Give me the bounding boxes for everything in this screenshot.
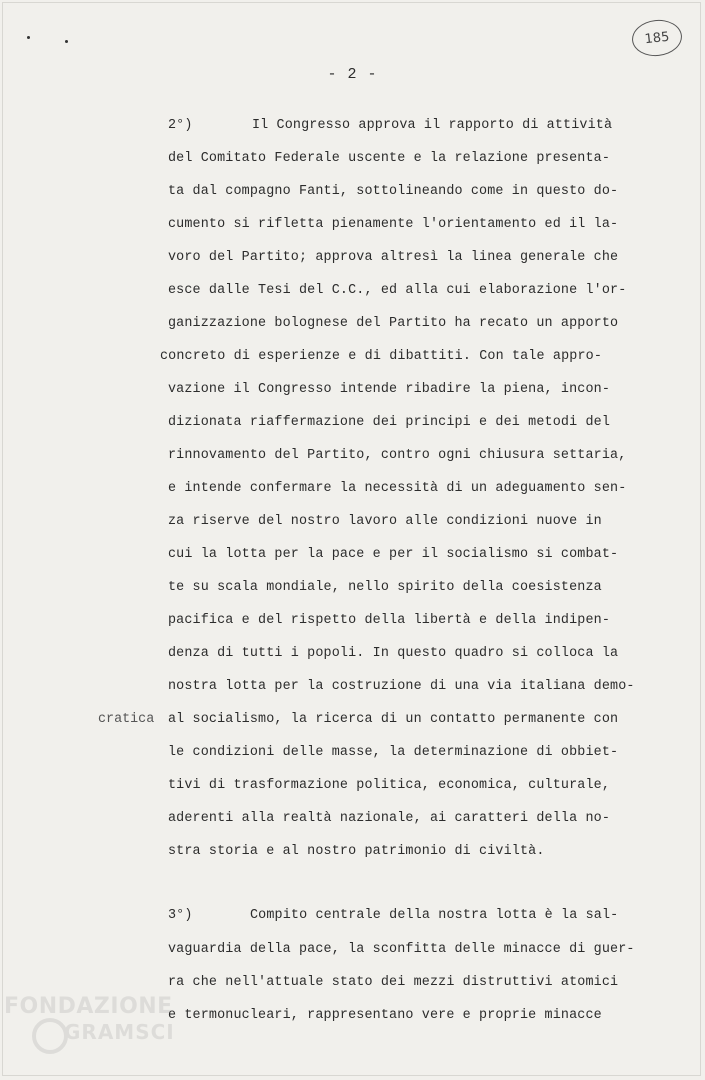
- text-line: Il Congresso approva il rapporto di attività: [252, 118, 613, 133]
- text-line: esce dalle Tesi del C.C., ed alla cui elaborazione l'or-: [168, 283, 627, 298]
- text-line: al socialismo, la ricerca di un contatto permanente con: [168, 712, 619, 727]
- text-line: pacifica e del rispetto della libertà e della indipen-: [168, 613, 611, 628]
- watermark-line2: GRAMSCI: [64, 1020, 175, 1044]
- archive-page-stamp: 185: [630, 17, 683, 58]
- text-line: e termonucleari, rappresentano vere e proprie minacce: [168, 1008, 602, 1023]
- watermark-logo-icon: [32, 1018, 68, 1054]
- text-line: ra che nell'attuale stato dei mezzi distruttivi atomici: [168, 975, 619, 990]
- text-line: stra storia e al nostro patrimonio di civiltà.: [168, 844, 545, 859]
- page-header: - 2 -: [327, 66, 378, 83]
- section-number: 2°): [168, 118, 193, 133]
- text-line: vazione il Congresso intende ribadire la piena, incon-: [168, 382, 611, 397]
- text-line: tivi di trasformazione politica, economica, culturale,: [168, 778, 611, 793]
- text-line: nostra lotta per la costruzione di una via italiana demo-: [168, 679, 635, 694]
- archive-watermark: [4, 992, 204, 1062]
- text-line: vaguardia della pace, la sconfitta delle minacce di guer-: [168, 942, 635, 957]
- text-line: denza di tutti i popoli. In questo quadro si colloca la: [168, 646, 619, 661]
- text-line: cui la lotta per la pace e per il socialismo si combat-: [168, 547, 619, 562]
- text-line: rinnovamento del Partito, contro ogni chiusura settaria,: [168, 448, 627, 463]
- section-number: 3°): [168, 908, 193, 923]
- punch-mark: [27, 36, 30, 39]
- text-line: aderenti alla realtà nazionale, ai caratteri della no-: [168, 811, 611, 826]
- text-line: ganizzazione bolognese del Partito ha recato un apporto: [168, 316, 619, 331]
- text-line: ta dal compagno Fanti, sottolineando come in questo do-: [168, 184, 619, 199]
- punch-mark: [65, 40, 68, 43]
- text-line: te su scala mondiale, nello spirito della coesistenza: [168, 580, 602, 595]
- text-line: Compito centrale della nostra lotta è la sal-: [250, 908, 619, 923]
- text-line: za riserve del nostro lavoro alle condizioni nuove in: [168, 514, 602, 529]
- text-line: dizionata riaffermazione dei principi e dei metodi del: [168, 415, 611, 430]
- watermark-line1: FONDAZIONE: [4, 994, 173, 1019]
- text-line: del Comitato Federale uscente e la relazione presenta-: [168, 151, 611, 166]
- text-line: le condizioni delle masse, la determinazione di obbiet-: [168, 745, 619, 760]
- margin-note: cratica: [98, 712, 155, 727]
- text-line: cumento si rifletta pienamente l'orientamento ed il la-: [168, 217, 619, 232]
- text-line: e intende confermare la necessità di un adeguamento sen-: [168, 481, 627, 496]
- text-line: voro del Partito; approva altresì la linea generale che: [168, 250, 619, 265]
- text-line: concreto di esperienze e di dibattiti. Con tale appro-: [160, 349, 603, 364]
